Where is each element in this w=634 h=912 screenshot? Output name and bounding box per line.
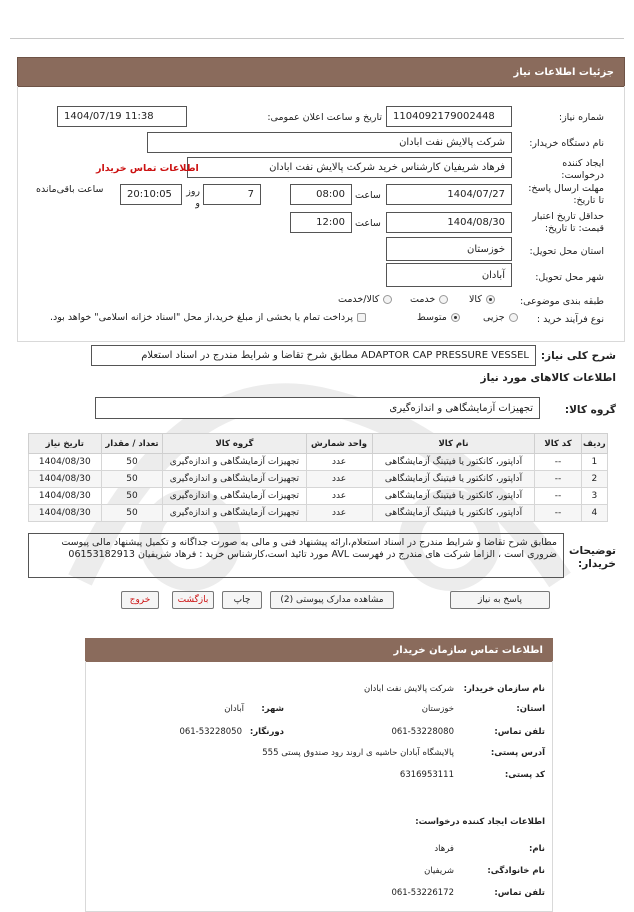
print-button[interactable]: چاپ [222,591,262,609]
need-number-label: شماره نیاز: [558,112,604,123]
cell-qty: 50 [101,488,163,505]
cell-row: 2 [581,471,607,488]
province-contact-label: استان: [516,704,545,714]
section-title: جزئیات اطلاعات نیاز [513,66,614,78]
cell-unit: عدد [306,505,372,522]
exit-button[interactable]: خروج [121,591,159,609]
cell-unit: عدد [306,471,372,488]
col-row: ردیف [581,434,607,454]
cell-name: آداپتور، کانکتور یا فیتینگ آزمایشگاهی [372,488,535,505]
section-header-need-details [17,57,625,87]
city-label: شهر محل تحویل: [535,272,604,283]
back-button[interactable]: بازگشت [172,591,214,609]
buyer-org-field: شرکت پالایش نفت ابادان [147,132,512,153]
radio-selected-icon [486,295,495,304]
cell-code: -- [535,505,581,522]
radio-selected-icon [451,313,460,322]
goods-group-label: گروه کالا: [564,404,616,416]
phone-value: 061-53228080 [391,727,454,737]
cell-name: آداپتور، کانکتور یا فیتینگ آزمایشگاهی [372,471,535,488]
province-label: استان محل تحویل: [529,246,604,257]
price-validity-time: 12:00 [290,212,352,233]
province-contact-value: خوزستان [421,704,454,714]
remaining-time-field: 20:10:05 [120,184,182,205]
city-field: آبادان [386,263,512,287]
cell-code: -- [535,454,581,471]
treasury-payment-checkbox[interactable]: پرداخت تمام یا بخشی از مبلغ خرید،از محل "اسناد خزانه اسلامی" خواهد بود. [50,312,366,323]
reply-deadline-label: مهلت ارسال پاسخ: تا تاریخ: [528,183,604,206]
cell-qty: 50 [101,454,163,471]
radio-empty-icon [509,313,518,322]
radio-empty-icon [383,295,392,304]
col-date: تاریخ نیاز [29,434,102,454]
reply-deadline-date: 1404/07/27 [386,184,512,205]
checkbox-icon [357,313,366,322]
buyer-notes-label: توضیحات خریدار: [568,545,616,570]
cell-name: آداپتور، کانکتور یا فیتینگ آزمایشگاهی [372,505,535,522]
name-value: فرهاد [434,844,454,854]
attachments-button[interactable]: مشاهده مدارک پیوستی (2) [270,591,394,609]
cell-unit: عدد [306,488,372,505]
table-row [29,488,608,505]
cell-date: 1404/08/30 [29,505,102,522]
name-label: نام: [528,844,545,854]
cell-row: 3 [581,488,607,505]
remaining-label: ساعت باقی‌مانده [36,184,104,195]
cell-date: 1404/08/30 [29,488,102,505]
creator-field: فرهاد شریفیان کارشناس خرید شرکت پالایش نفت ابادان [187,157,512,178]
price-validity-label: حداقل تاریخ اعتبار قیمت: تا تاریخ: [532,211,604,234]
reply-button[interactable]: پاسخ به نیاز [450,591,550,609]
table-row [29,454,608,471]
reply-deadline-time: 08:00 [290,184,352,205]
province-field: خوزستان [386,237,512,261]
cell-qty: 50 [101,505,163,522]
cell-group: تجهیزات آزمایشگاهی و اندازه‌گیری [163,505,306,522]
table-row [29,471,608,488]
reply-time-label: ساعت [355,190,381,201]
cell-code: -- [535,488,581,505]
phone-label: تلفن تماس: [494,727,545,737]
cell-code: -- [535,471,581,488]
address-value: پالایشگاه آبادان حاشیه ی اروند رود صندوق پستی 555 [262,748,454,758]
buyer-contact-link[interactable]: اطلاعات تماس خریدار [96,163,199,174]
top-divider [10,38,624,39]
category-label: طبقه بندی موضوعی: [519,296,604,307]
creator-label: ایجاد کننده درخواست: [561,158,604,181]
table-header-row [29,434,608,454]
col-unit: واحد شمارش [306,434,372,454]
address-label: آدرس پستی: [490,748,545,758]
cell-qty: 50 [101,471,163,488]
col-code: کد کالا [535,434,581,454]
family-label: نام خانوادگی: [487,866,545,876]
summary-field: ADAPTOR CAP PRESSURE VESSEL مطابق شرح تقاضا و شرایط مندرج در اسناد استعلام [91,345,536,366]
creator-phone-value: 061-53226172 [391,888,454,898]
family-value: شریفیان [424,866,454,876]
city-contact-value: آبادان [224,704,244,714]
cell-row: 4 [581,505,607,522]
process-radio-medium[interactable]: متوسط [417,312,460,323]
fax-label: دورنگار: [249,727,284,737]
category-radio-goods[interactable]: کالا [469,294,495,305]
need-number-field: 1104092179002448 [386,106,512,127]
fax-value: 061-53228050 [179,727,242,737]
goods-group-field: تجهیزات آزمایشگاهی و اندازه‌گیری [95,397,540,419]
contact-section-title: اطلاعات تماس سازمان خریدار [393,644,543,656]
creator-info-title: اطلاعات ایجاد کننده درخواست: [415,817,545,827]
radio-empty-icon [439,295,448,304]
days-label: روز و [186,186,200,209]
postal-value: 6316953111 [399,770,454,780]
buyer-org-label: نام دستگاه خریدار: [529,138,604,149]
reply-days-field: 7 [203,184,261,205]
cell-unit: عدد [306,454,372,471]
buyer-notes-box: مطابق شرح تقاضا و شرایط مندرج در اسناد استعلام،ارائه پیشنهاد فنی و مالی به صورت جداگانه و تکمیل پیشنهاد مالی پیوست ضروری است ، الزاما شرکت های مندرج در فهرست AVL مورد تائید است،کارشناس خرید : فرهاد شریفیان 06153182913 [28,533,564,578]
process-radio-minor[interactable]: جزیی [483,312,518,323]
announce-datetime-field: 1404/07/19 11:38 [57,106,187,127]
category-radio-service[interactable]: خدمت [410,294,448,305]
creator-phone-label: تلفن تماس: [494,888,545,898]
org-value: شرکت پالایش نفت ابادان [363,684,454,694]
col-group: گروه کالا [163,434,306,454]
cell-name: آداپتور، کانکتور یا فیتینگ آزمایشگاهی [372,454,535,471]
summary-label: شرح کلی نیاز: [540,350,616,362]
section-header-buyer-contact [85,638,553,662]
cell-group: تجهیزات آزمایشگاهی و اندازه‌گیری [163,454,306,471]
cell-group: تجهیزات آزمایشگاهی و اندازه‌گیری [163,471,306,488]
buyer-contact-panel [85,661,553,912]
col-name: نام کالا [372,434,535,454]
goods-table [28,433,608,522]
cell-date: 1404/08/30 [29,471,102,488]
cell-group: تجهیزات آزمایشگاهی و اندازه‌گیری [163,488,306,505]
announce-datetime-label: تاریخ و ساعت اعلان عمومی: [267,112,382,123]
cell-date: 1404/08/30 [29,454,102,471]
cell-row: 1 [581,454,607,471]
category-radio-goods-service[interactable]: کالا/خدمت [338,294,392,305]
city-contact-label: شهر: [261,704,284,714]
price-time-label: ساعت [355,218,381,229]
org-label: نام سازمان خریدار: [463,684,545,694]
goods-info-title: اطلاعات کالاهای مورد نیاز [480,372,616,384]
col-qty: تعداد / مقدار [101,434,163,454]
postal-label: کد پستی: [504,770,545,780]
table-row [29,505,608,522]
price-validity-date: 1404/08/30 [386,212,512,233]
process-label: نوع فرآیند خرید : [536,314,604,325]
